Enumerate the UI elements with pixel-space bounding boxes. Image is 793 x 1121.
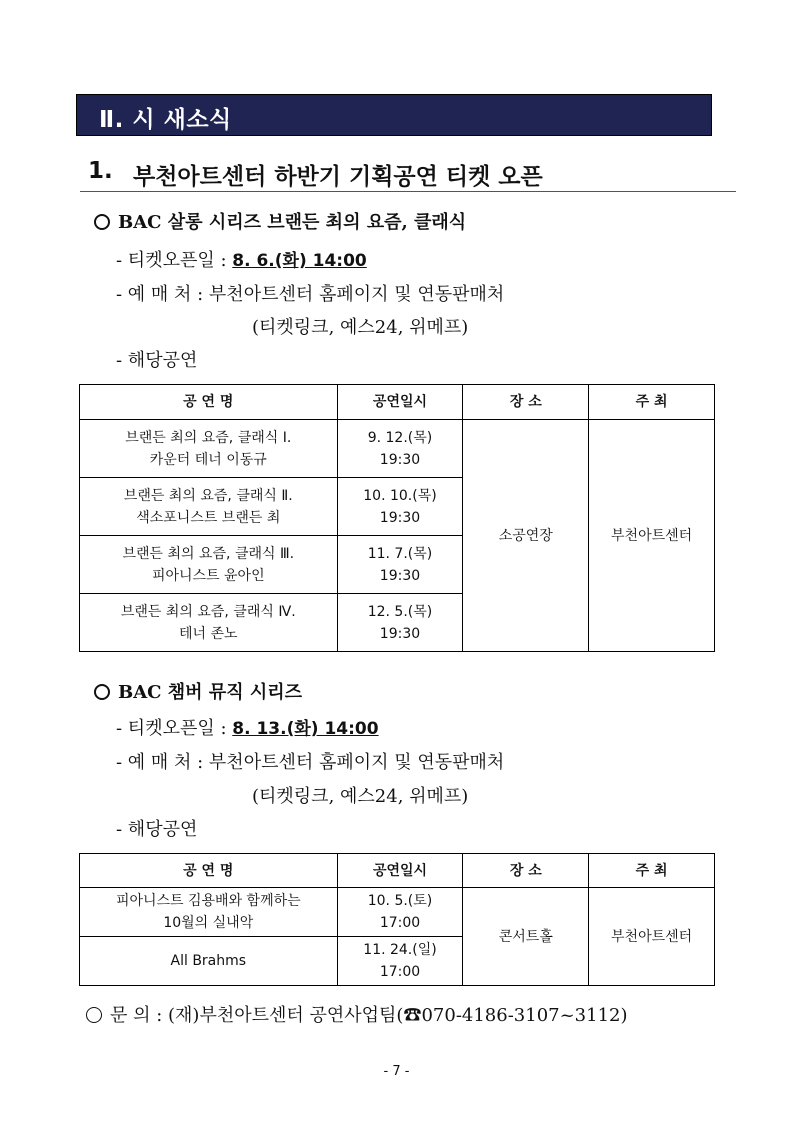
perf-name-line1: 피아니스트 김용배와 함께하는 bbox=[115, 893, 301, 909]
section-title-bar bbox=[76, 94, 712, 136]
perf-date-cell bbox=[337, 478, 463, 536]
perf-name-cell: All Brahms bbox=[80, 937, 338, 986]
series1-seller-sub: (티켓링크, 예스24, 위메프) bbox=[252, 317, 469, 338]
venue-cell: 소공연장 bbox=[463, 420, 589, 652]
table-row bbox=[80, 888, 715, 937]
perf-time: 17:00 bbox=[379, 964, 421, 980]
page-number: - 7 - bbox=[383, 1064, 410, 1079]
perf-name-line2: 색소포니스트 브랜든 최 bbox=[136, 509, 281, 526]
perf-date: 12. 5.(목) bbox=[367, 603, 433, 620]
series2-seller-line bbox=[116, 748, 504, 774]
perf-name-line2: 카운터 테너 이동규 bbox=[149, 451, 267, 468]
perf-date-cell bbox=[337, 536, 463, 594]
inquiry-text: (재)부천아트센터 공연사업팀(☎070-4186-3107~3112) bbox=[168, 1005, 628, 1026]
series2-seller-label: - 예 매 처 : bbox=[116, 752, 209, 773]
col-header-title: 공 연 명 bbox=[80, 854, 338, 888]
heading-number: 1. bbox=[88, 158, 113, 184]
series2-table bbox=[79, 853, 715, 986]
perf-date-cell bbox=[337, 594, 463, 652]
perf-name-cell bbox=[80, 888, 338, 937]
perf-name-line1: 브랜든 최의 요즘, 클래식 Ⅲ. bbox=[122, 545, 295, 562]
table-header-row bbox=[80, 385, 715, 420]
series1-seller-label: - 예 매 처 : bbox=[116, 284, 209, 305]
table-header-row bbox=[80, 854, 715, 888]
perf-time: 19:30 bbox=[379, 567, 421, 584]
col-header-date: 공연일시 bbox=[337, 385, 463, 420]
series1-seller-line bbox=[116, 280, 504, 306]
perf-name-line2: 10월의 실내악 bbox=[163, 915, 254, 931]
perf-name-line2: 테너 존노 bbox=[179, 625, 238, 642]
series2-ticket-value: 8. 13.(화) 14:00 bbox=[232, 719, 379, 739]
perf-time: 17:00 bbox=[379, 915, 421, 931]
series2-seller-sub: (티켓링크, 예스24, 위메프) bbox=[252, 786, 469, 807]
perf-time: 19:30 bbox=[379, 451, 421, 468]
table-row bbox=[80, 420, 715, 478]
article-heading bbox=[80, 156, 736, 192]
series1-ticket-label: - 티켓오픈일 : bbox=[116, 250, 233, 271]
perf-time: 19:30 bbox=[379, 625, 421, 642]
series2-ticket-label: - 티켓오픈일 : bbox=[116, 718, 233, 739]
series1-title-line bbox=[94, 208, 466, 234]
col-header-date: 공연일시 bbox=[337, 854, 463, 888]
col-header-venue: 장 소 bbox=[463, 854, 589, 888]
series2-seller-value: 부천아트센터 홈페이지 및 연동판매처 bbox=[208, 752, 505, 773]
series1-ticket-line bbox=[116, 246, 367, 272]
venue-cell: 콘서트홀 bbox=[463, 888, 589, 986]
perf-name-line1: 브랜든 최의 요즘, 클래식 Ⅱ. bbox=[123, 487, 293, 504]
perf-date-cell bbox=[337, 420, 463, 478]
inquiry-line bbox=[86, 1001, 628, 1027]
host-cell: 부천아트센터 bbox=[589, 888, 715, 986]
host-cell: 부천아트센터 bbox=[589, 420, 715, 652]
series1-perf-label: - 해당공연 bbox=[116, 350, 198, 371]
series1-table bbox=[79, 384, 715, 652]
col-header-title: 공 연 명 bbox=[80, 385, 338, 420]
perf-time: 19:30 bbox=[379, 509, 421, 526]
circle-bullet-icon bbox=[86, 1007, 102, 1023]
perf-name-line2: 피아니스트 윤아인 bbox=[151, 567, 265, 584]
circle-bullet-icon bbox=[94, 214, 110, 230]
perf-date-cell bbox=[337, 937, 463, 986]
inquiry-label: 문 의 : bbox=[110, 1005, 169, 1026]
perf-date: 10. 5.(토) bbox=[367, 893, 433, 909]
series1-seller-value: 부천아트센터 홈페이지 및 연동판매처 bbox=[208, 284, 505, 305]
series2-title: BAC 챔버 뮤직 시리즈 bbox=[118, 682, 303, 703]
perf-name-cell bbox=[80, 594, 338, 652]
perf-date-cell bbox=[337, 888, 463, 937]
heading-text: 부천아트센터 하반기 기획공연 티켓 오픈 bbox=[133, 164, 543, 190]
section-title: Ⅱ. 시 새소식 bbox=[99, 107, 232, 133]
perf-date: 11. 7.(목) bbox=[367, 545, 433, 562]
col-header-host: 주 최 bbox=[589, 385, 715, 420]
perf-date: 11. 24.(일) bbox=[363, 942, 437, 958]
perf-name-cell bbox=[80, 478, 338, 536]
perf-date: 9. 12.(목) bbox=[367, 429, 433, 446]
perf-name-cell bbox=[80, 536, 338, 594]
perf-name-cell bbox=[80, 420, 338, 478]
series2-perf-label: - 해당공연 bbox=[116, 819, 198, 840]
perf-date: 10. 10.(목) bbox=[363, 487, 437, 504]
circle-bullet-icon bbox=[94, 684, 110, 700]
col-header-host: 주 최 bbox=[589, 854, 715, 888]
series1-ticket-value: 8. 6.(화) 14:00 bbox=[232, 251, 367, 271]
series1-title: BAC 살롱 시리즈 브랜든 최의 요즘, 클래식 bbox=[118, 212, 467, 233]
series2-ticket-line bbox=[116, 714, 379, 740]
perf-name-line1: 브랜든 최의 요즘, 클래식 Ⅳ. bbox=[120, 603, 296, 620]
series2-title-line bbox=[94, 678, 302, 704]
col-header-venue: 장 소 bbox=[463, 385, 589, 420]
perf-name-line1: 브랜든 최의 요즘, 클래식 Ⅰ. bbox=[125, 429, 292, 446]
